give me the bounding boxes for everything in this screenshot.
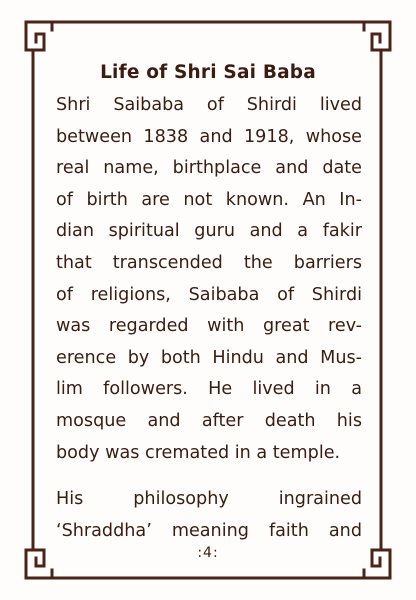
- text-line: dian spiritual guru and a fakir: [56, 221, 362, 242]
- text-line: His philosophy ingrained: [56, 489, 362, 509]
- body-paragraph-1: [56, 90, 362, 469]
- text-line: mosque and after death his: [56, 410, 362, 431]
- text-line: was regarded with great rev-: [56, 316, 362, 337]
- text-line: that transcended the barriers: [56, 252, 362, 273]
- body-paragraph-2: [56, 484, 362, 547]
- text-line: real name, birthplace and date: [56, 158, 362, 179]
- page-heading: Life of Shri Sai Baba: [100, 62, 316, 83]
- text-line: of birth are not known. An In-: [56, 189, 362, 210]
- text-line: body was cremated in a temple.: [56, 442, 341, 463]
- text-line: lim followers. He lived in a: [56, 379, 362, 400]
- text-line: ‘Shraddha’ meaning faith and: [56, 520, 362, 541]
- greek-key-corner-top-right: [354, 22, 390, 58]
- text-line: of religions, Saibaba of Shirdi: [56, 284, 362, 305]
- text-line: between 1838 and 1918, whose: [56, 126, 362, 147]
- text-line: Shri Saibaba of Shirdi lived: [56, 95, 362, 115]
- greek-key-corner-top-left: [26, 22, 62, 58]
- page-number: :4:: [197, 545, 219, 561]
- text-line: erence by both Hindu and Mus-: [56, 347, 362, 368]
